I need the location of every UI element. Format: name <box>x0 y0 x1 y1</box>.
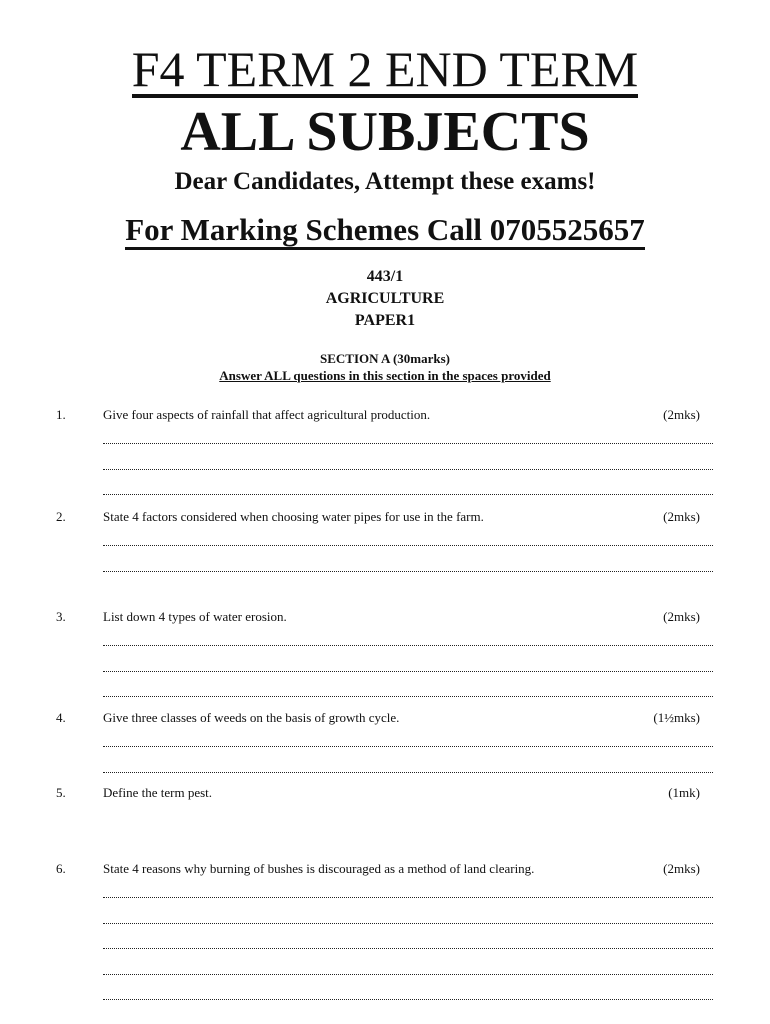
question-marks: (2mks) <box>663 609 700 624</box>
marking-scheme-call-text: For Marking Schemes Call 0705525657 <box>125 213 645 250</box>
answer-line[interactable] <box>103 696 713 697</box>
question-text: Define the term pest. <box>103 785 213 800</box>
answer-line[interactable] <box>103 974 713 975</box>
banner-title-line2: ALL SUBJECTS <box>180 101 590 163</box>
paper-subject: AGRICULTURE <box>325 290 445 307</box>
question-number: 1. <box>56 407 66 422</box>
question-text: State 4 reasons why burning of bushes is discouraged as a method of land clearing. <box>103 861 535 876</box>
question-number: 6. <box>56 861 66 876</box>
answer-line[interactable] <box>103 772 713 773</box>
answer-line[interactable] <box>103 571 713 572</box>
answer-line[interactable] <box>103 897 713 898</box>
answer-line[interactable] <box>103 999 713 1000</box>
section-header <box>0 350 770 384</box>
greeting-text: Dear Candidates, Attempt these exams! <box>174 168 596 195</box>
question-text: Give four aspects of rainfall that affect agricultural production. <box>103 407 431 422</box>
section-title: SECTION A (30marks) <box>319 351 451 366</box>
question-text: State 4 factors considered when choosing water pipes for use in the farm. <box>103 509 484 524</box>
answer-line[interactable] <box>103 746 713 747</box>
answer-line[interactable] <box>103 545 713 546</box>
section-instruction: Answer ALL questions in this section in the spaces provided <box>219 368 551 383</box>
answer-line[interactable] <box>103 494 713 495</box>
answer-line[interactable] <box>103 923 713 924</box>
question-number: 4. <box>56 710 66 725</box>
question-number: 5. <box>56 785 66 800</box>
answer-line[interactable] <box>103 645 713 646</box>
banner-title-line1-text: F4 TERM 2 END TERM <box>131 41 639 97</box>
question-marks: (2mks) <box>663 861 700 876</box>
question-number: 3. <box>56 609 66 624</box>
question-number: 2. <box>56 509 66 524</box>
answer-line[interactable] <box>103 671 713 672</box>
question-marks: (1½mks) <box>653 710 700 725</box>
question-marks: (1mk) <box>668 785 700 800</box>
answer-line[interactable] <box>103 443 713 444</box>
paper-code: 443/1 <box>366 268 404 285</box>
banner-title-line1 <box>0 40 770 98</box>
answer-line[interactable] <box>103 469 713 470</box>
paper-number: PAPER1 <box>354 312 416 329</box>
question-marks: (2mks) <box>663 407 700 422</box>
question-marks: (2mks) <box>663 509 700 524</box>
question-text: List down 4 types of water erosion. <box>103 609 287 624</box>
question-text: Give three classes of weeds on the basis of growth cycle. <box>103 710 400 725</box>
answer-line[interactable] <box>103 948 713 949</box>
marking-scheme-call <box>0 210 770 250</box>
paper-info <box>0 266 770 332</box>
